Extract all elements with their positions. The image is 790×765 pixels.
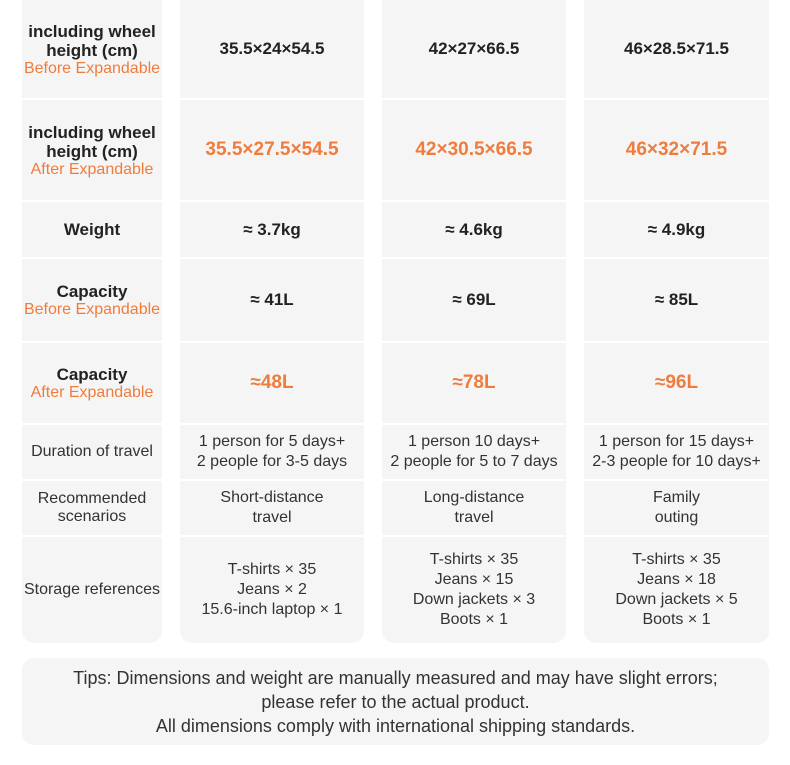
label-dims-after: [22, 100, 162, 202]
value-line: 2-3 people for 10 days+: [592, 453, 761, 470]
cell-capacity-after: [584, 343, 769, 425]
cell-storage: [382, 537, 566, 643]
value-line: travel: [252, 509, 292, 526]
label-dims-before: [22, 0, 162, 100]
cell-scenario: [382, 481, 566, 537]
label-title: Weight: [63, 220, 121, 239]
value-line: 15.6-inch laptop × 1: [201, 601, 343, 618]
value: ≈ 4.6kg: [445, 219, 503, 239]
label-title: Recommended scenarios: [37, 490, 147, 525]
value-line: 1 person for 15 days+: [598, 433, 755, 450]
cell-dims-before: [584, 0, 769, 100]
cell-dims-after: [584, 100, 769, 202]
cell-duration: [584, 425, 769, 481]
value-line: T-shirts × 35: [632, 551, 721, 568]
cell-dims-after: [382, 100, 566, 202]
value: ≈ 3.7kg: [243, 219, 301, 239]
value-line: Jeans × 2: [237, 581, 307, 598]
cell-dims-after: [180, 100, 364, 202]
cell-storage: [584, 537, 769, 643]
value-line: travel: [454, 509, 494, 526]
cell-capacity-after: [180, 343, 364, 425]
value-line: Jeans × 15: [434, 571, 514, 588]
label-subtitle: After Expandable: [30, 384, 154, 401]
cell-duration: [382, 425, 566, 481]
cell-capacity-before: [584, 259, 769, 343]
label-subtitle: Before Expandable: [23, 301, 161, 318]
label-capacity-before: [22, 259, 162, 343]
label-title: Capacity: [56, 282, 128, 301]
value: 35.5×24×54.5: [219, 39, 325, 58]
cell-storage: [180, 537, 364, 643]
cell-capacity-before: [382, 259, 566, 343]
tips-line: Tips: Dimensions and weight are manually measured and may have slight errors;: [73, 667, 718, 688]
value-line: Boots × 1: [642, 611, 711, 628]
value-line: 2 people for 3-5 days: [196, 453, 348, 470]
cell-duration: [180, 425, 364, 481]
value-line: 2 people for 5 to 7 days: [390, 453, 558, 470]
cell-capacity-before: [180, 259, 364, 343]
label-title: including wheel height (cm): [28, 122, 156, 161]
cell-scenario: [584, 481, 769, 537]
value: 42×30.5×66.5: [415, 139, 533, 160]
cell-weight: [584, 202, 769, 259]
value-line: Down jackets × 5: [615, 591, 738, 608]
value: 46×32×71.5: [625, 139, 728, 160]
product-column-small: [180, 0, 364, 643]
value-line: Down jackets × 3: [412, 591, 536, 608]
value: ≈ 41L: [250, 290, 294, 309]
value-line: T-shirts × 35: [429, 551, 519, 568]
product-column-large: [584, 0, 769, 643]
value: ≈ 85L: [654, 290, 699, 309]
label-scenarios: [22, 481, 162, 537]
value: 46×28.5×71.5: [624, 39, 729, 58]
cell-dims-before: [180, 0, 364, 100]
cell-scenario: [180, 481, 364, 537]
cell-weight: [382, 202, 566, 259]
value: ≈ 69L: [452, 290, 496, 309]
cell-dims-before: [382, 0, 566, 100]
label-title: Storage references: [23, 581, 161, 598]
value-line: 1 person for 5 days+: [198, 433, 346, 450]
label-duration: [22, 425, 162, 481]
label-capacity-after: [22, 343, 162, 425]
tips-note: [22, 658, 769, 745]
value: ≈96L: [654, 372, 699, 393]
tips-line: All dimensions comply with international shipping standards.: [155, 715, 636, 736]
label-column: [22, 0, 162, 643]
label-title: Capacity: [56, 365, 128, 384]
label-subtitle: Before Expandable: [23, 59, 161, 77]
value: ≈ 4.9kg: [647, 219, 706, 239]
value: 42×27×66.5: [428, 39, 520, 58]
label-title: Duration of travel: [31, 443, 153, 460]
value-line: T-shirts × 35: [227, 561, 317, 578]
value: 35.5×27.5×54.5: [205, 139, 339, 160]
value-line: Jeans × 18: [637, 571, 716, 588]
value-line: Short-distance: [220, 489, 324, 506]
value: ≈78L: [452, 372, 496, 393]
value-line: Family: [652, 489, 701, 506]
tips-line: please refer to the actual product.: [261, 691, 530, 712]
value-line: Boots × 1: [439, 611, 509, 628]
label-title: including wheel height (cm): [28, 21, 156, 60]
cell-capacity-after: [382, 343, 566, 425]
label-weight: [22, 202, 162, 259]
value: ≈48L: [250, 372, 294, 393]
label-subtitle: After Expandable: [30, 160, 154, 178]
value-line: 1 person 10 days+: [407, 433, 541, 450]
value-line: Long-distance: [423, 489, 525, 506]
product-column-medium: [382, 0, 566, 643]
label-storage: [22, 537, 162, 643]
value-line: outing: [654, 509, 699, 526]
cell-weight: [180, 202, 364, 259]
